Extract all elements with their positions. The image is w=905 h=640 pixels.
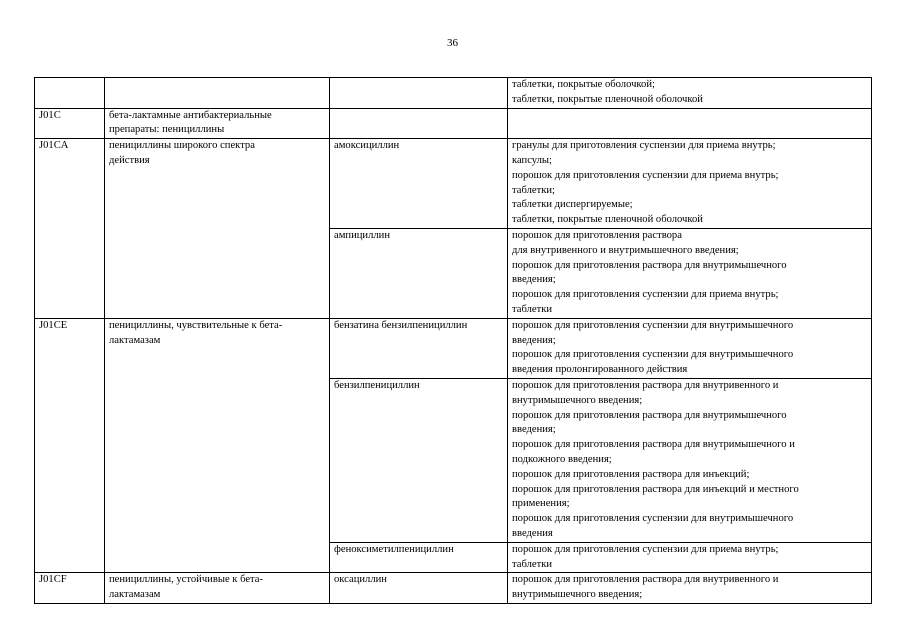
- dosage-form-line: применения;: [512, 498, 570, 510]
- dosage-form-line: порошок для приготовления раствора для инъекций и местного: [512, 483, 799, 495]
- dosage-form-line: порошок для приготовления суспензии для приема внутрь;: [512, 543, 779, 555]
- drug-name-cell: ампициллин: [330, 228, 508, 318]
- dosage-form-line: порошок для приготовления суспензии для приема внутрь;: [512, 169, 779, 181]
- group-cell: [105, 318, 330, 573]
- dosage-form-line: подкожного введения;: [512, 453, 612, 465]
- atc-code-cell: J01C: [35, 108, 105, 139]
- table-row: [35, 78, 872, 109]
- atc-code-cell: J01CA: [35, 139, 105, 319]
- dosage-form-line: порошок для приготовления раствора для внутримышечного: [512, 259, 787, 271]
- dosage-form-line: введения пролонгированного действия: [512, 364, 688, 376]
- dosage-form-line: порошок для приготовления суспензии для внутримышечного: [512, 319, 794, 331]
- drug-name-cell: бензилпенициллин: [330, 378, 508, 542]
- table-row: [35, 573, 872, 604]
- group-name-line: лактамазам: [109, 334, 161, 346]
- dosage-forms-cell: [508, 228, 872, 318]
- dosage-form-line: введения;: [512, 424, 556, 436]
- dosage-form-line: порошок для приготовления раствора: [512, 229, 682, 241]
- dosage-form-line: порошок для приготовления суспензии для приема внутрь;: [512, 289, 779, 301]
- group-name-line: действия: [109, 154, 150, 166]
- table-row: [35, 139, 872, 229]
- dosage-form-line: порошок для приготовления раствора для внутримышечного: [512, 409, 787, 421]
- group-cell: [105, 139, 330, 319]
- dosage-form-line: таблетки, покрытые пленочной оболочкой: [512, 214, 703, 226]
- group-cell: [105, 108, 330, 139]
- page-number: 36: [447, 37, 458, 49]
- table-row: [35, 108, 872, 139]
- dosage-form-line: порошок для приготовления раствора для инъекций;: [512, 468, 750, 480]
- atc-code-cell: J01CE: [35, 318, 105, 573]
- dosage-forms-cell: [508, 78, 872, 109]
- dosage-form-line: таблетки диспергируемые;: [512, 199, 633, 211]
- group-name-line: пенициллины, устойчивые к бета-: [109, 574, 264, 586]
- group-name-line: бета-лактамные антибактериальные: [109, 109, 272, 121]
- dosage-form-line: гранулы для приготовления суспензии для приема внутрь;: [512, 140, 776, 152]
- drug-name-cell: феноксиметилпенициллин: [330, 542, 508, 573]
- table-row: [35, 318, 872, 378]
- drug-name-cell: оксациллин: [330, 573, 508, 604]
- dosage-form-line: введения;: [512, 334, 556, 346]
- dosage-forms-cell: [508, 139, 872, 229]
- dosage-forms-cell: [508, 573, 872, 604]
- dosage-form-line: таблетки, покрытые оболочкой;: [512, 79, 655, 90]
- dosage-form-line: введения: [512, 527, 553, 539]
- group-name-line: пенициллины, чувствительные к бета-: [109, 319, 283, 331]
- dosage-form-line: порошок для приготовления раствора для внутримышечного и: [512, 439, 795, 451]
- dosage-forms-cell: [508, 318, 872, 378]
- dosage-form-line: капсулы;: [512, 154, 552, 166]
- dosage-form-line: таблетки;: [512, 184, 555, 196]
- group-name-line: лактамазам: [109, 589, 161, 601]
- drug-name-cell: амоксициллин: [330, 139, 508, 229]
- dosage-form-line: порошок для приготовления суспензии для внутримышечного: [512, 349, 794, 361]
- drug-name-cell: бензатина бензилпенициллин: [330, 318, 508, 378]
- dosage-form-line: таблетки: [512, 558, 553, 570]
- dosage-form-line: порошок для приготовления раствора для внутривенного и: [512, 574, 779, 586]
- dosage-forms-cell: [508, 378, 872, 542]
- dosage-forms-cell: [508, 542, 872, 573]
- group-cell: [105, 573, 330, 604]
- atc-code-cell: [35, 78, 105, 109]
- drug-name-cell: [330, 108, 508, 139]
- dosage-form-line: внутримышечного введения;: [512, 394, 643, 406]
- dosage-forms-cell: [508, 108, 872, 139]
- group-name-line: пенициллины широкого спектра: [109, 140, 255, 152]
- dosage-form-line: таблетки, покрытые пленочной оболочкой: [512, 93, 703, 105]
- dosage-form-line: порошок для приготовления суспензии для внутримышечного: [512, 513, 794, 525]
- group-cell: [105, 78, 330, 109]
- dosage-form-line: таблетки: [512, 303, 553, 315]
- drug-table: [34, 77, 872, 604]
- dosage-form-line: порошок для приготовления раствора для внутривенного и: [512, 379, 779, 391]
- dosage-form-line: введения;: [512, 274, 556, 286]
- drug-name-cell: [330, 78, 508, 109]
- group-name-line: препараты: пенициллины: [109, 124, 225, 136]
- atc-code-cell: J01CF: [35, 573, 105, 604]
- dosage-form-line: внутримышечного введения;: [512, 589, 643, 601]
- dosage-form-line: для внутривенного и внутримышечного введения;: [512, 244, 739, 256]
